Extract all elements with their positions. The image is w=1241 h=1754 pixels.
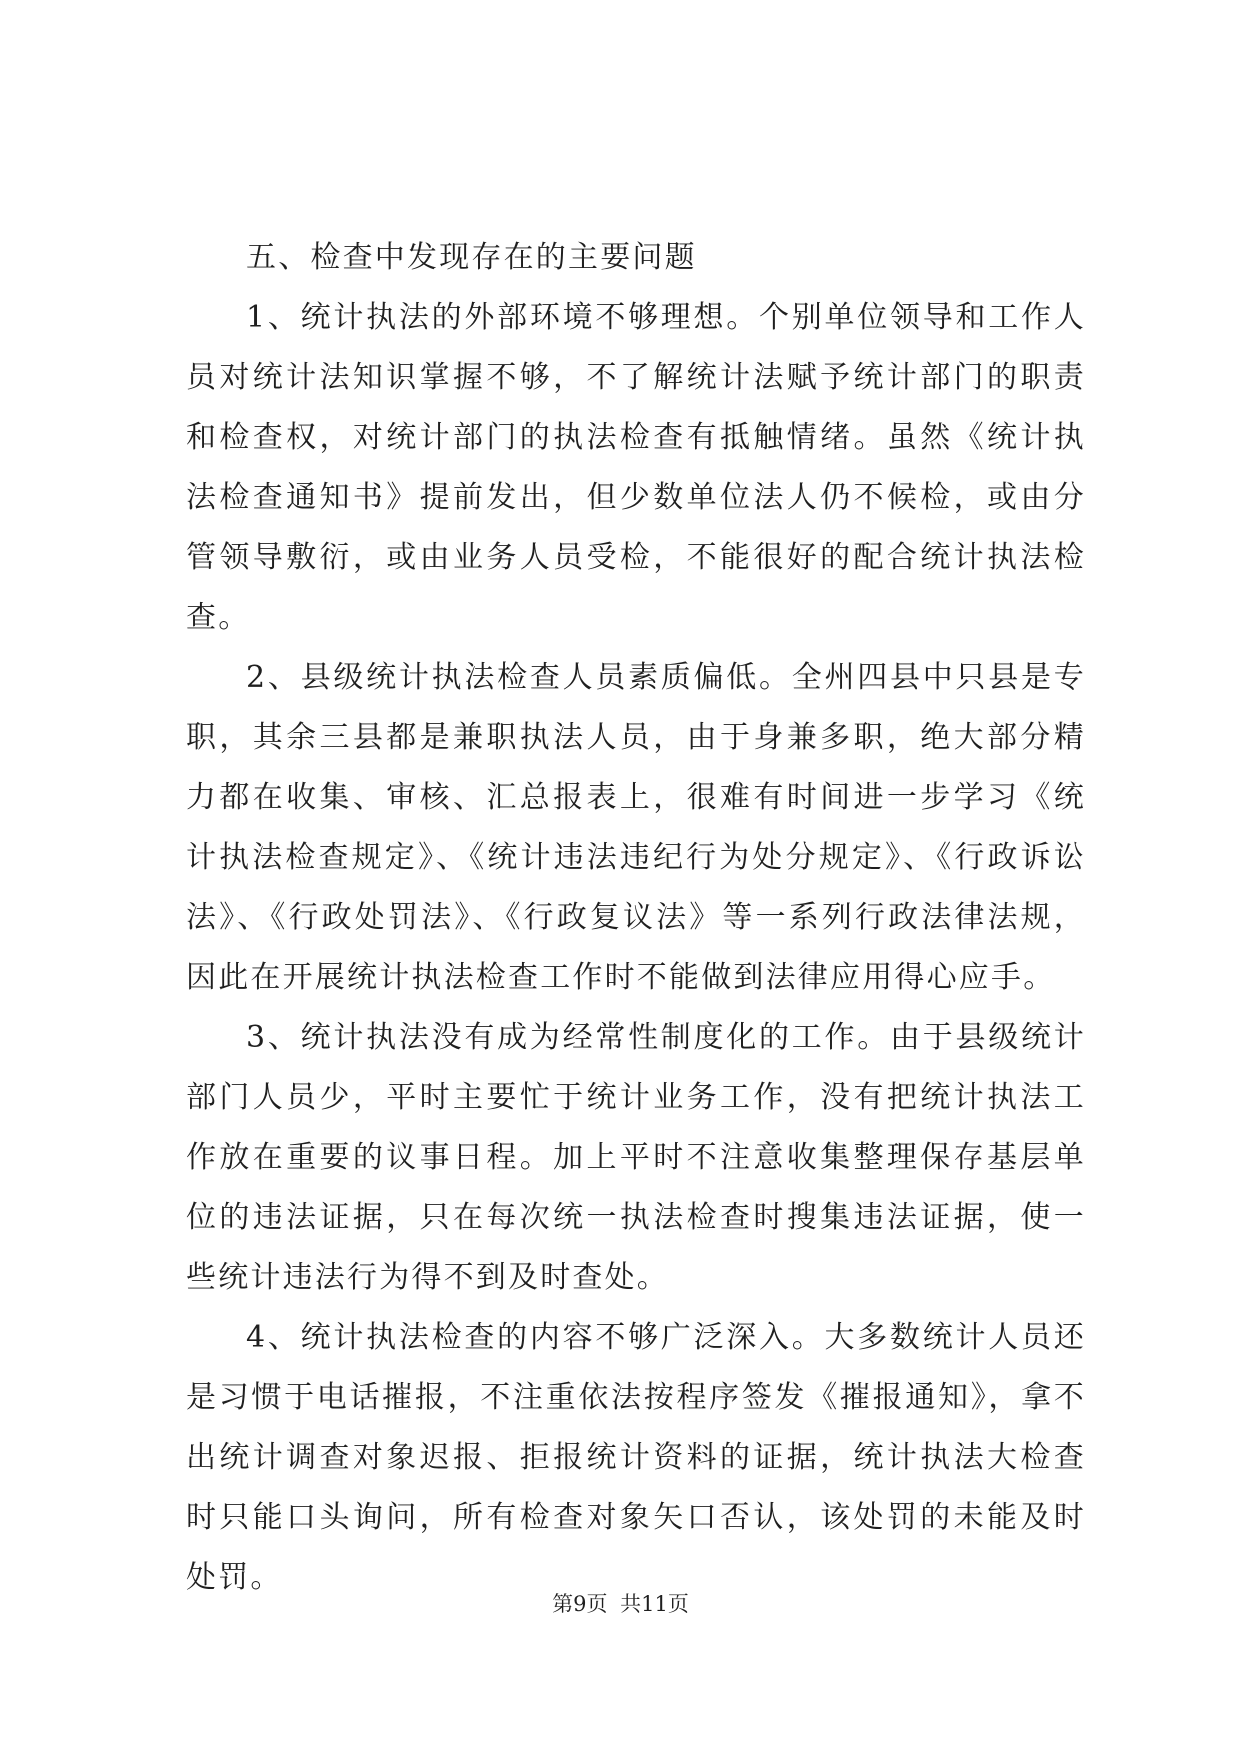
paragraph-2: 2、县级统计执法检查人员素质偏低。全州四县中只县是专职，其余三县都是兼职执法人员，由于身兼多职，绝大部分精力都在收集、审核、汇总报表上，很难有时间进一步学习《统计执法检查规定》、《统计违法违纪行为处分规定》、《行政诉讼法》、《行政处罚法》、《行政复议法》等一系列行政法律法规，因此在开展统计执法检查工作时不能做到法律应用得心应手。 <box>186 660 1086 995</box>
paragraph-4: 4、统计执法检查的内容不够广泛深入。大多数统计人员还是习惯于电话摧报，不注重依法按程序签发《摧报通知》，拿不出统计调查对象迟报、拒报统计资料的证据，统计执法大检查时只能口头询问，所有检查对象矢口否认，该处罚的未能及时处罚。 <box>186 1320 1086 1595</box>
paragraph-1: 1、统计执法的外部环境不够理想。个别单位领导和工作人员对统计法知识掌握不够，不了解统计法赋予统计部门的职责和检查权，对统计部门的执法检查有抵触情绪。虽然《统计执法检查通知书》提前发出，但少数单位法人仍不候检，或由分管领导敷衍，或由业务人员受检，不能很好的配合统计执法检查。 <box>186 300 1086 635</box>
page-number: 第9页 <box>552 1592 608 1616</box>
paragraph-3: 3、统计执法没有成为经常性制度化的工作。由于县级统计部门人员少，平时主要忙于统计业务工作，没有把统计执法工作放在重要的议事日程。加上平时不注意收集整理保存基层单位的违法证据，只在每次统一执法检查时搜集违法证据，使一些统计违法行为得不到及时查处。 <box>186 1020 1086 1295</box>
page-total: 共11页 <box>620 1592 689 1616</box>
section-heading: 五、检查中发现存在的主要问题 <box>246 240 697 275</box>
page-footer <box>0 1588 1241 1618</box>
document-body <box>186 228 1086 1608</box>
